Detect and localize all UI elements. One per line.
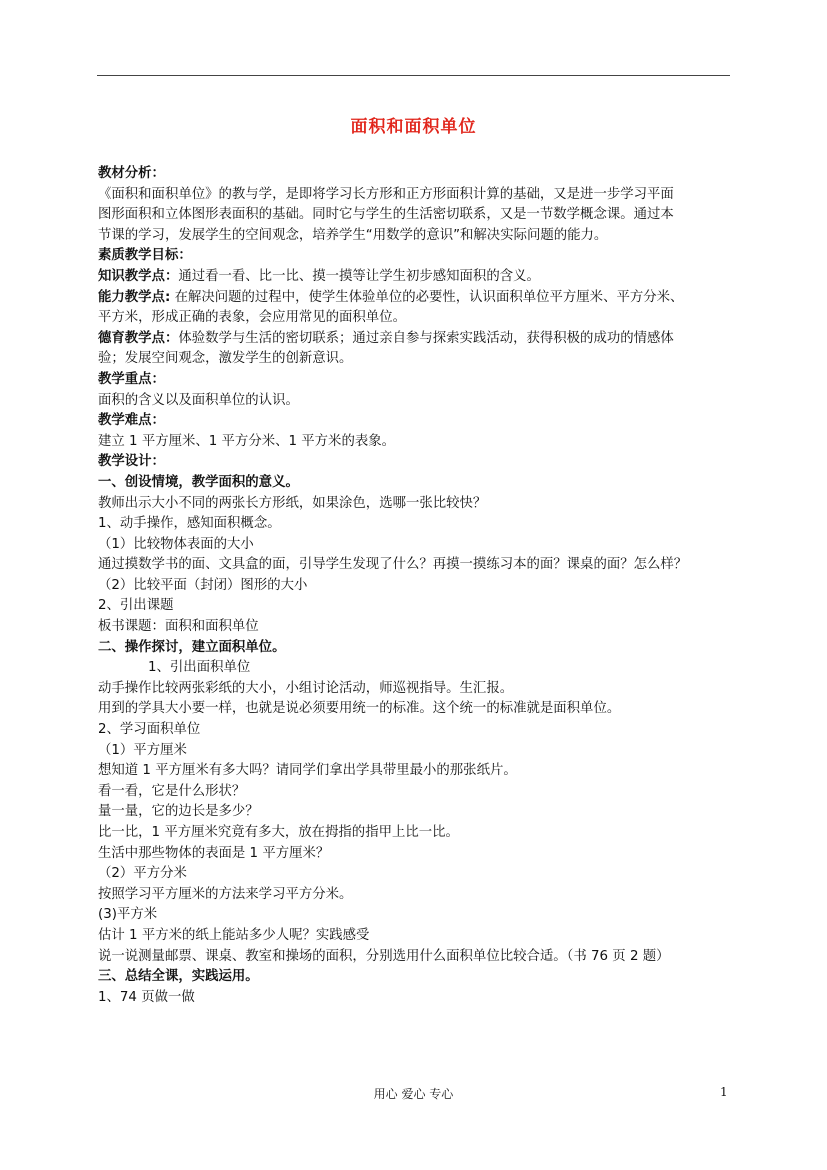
ability-text: 在解决问题的过程中，使学生体验单位的必要性，认识面积单位平方厘米、平方分米、	[170, 289, 684, 305]
paragraph-line: 教师出示大小不同的两张长方形纸，如果涂色，选哪一张比较快？	[98, 495, 487, 511]
paragraph-line: 1、74 页做一做	[98, 989, 195, 1005]
paragraph-line: 《面积和面积单位》的教与学，是即将学习长方形和正方形面积计算的基础，又是进一步学习平面	[98, 186, 674, 202]
part3-heading: 三、总结全课，实践运用。	[98, 969, 259, 985]
design-heading: 教学设计：	[98, 454, 165, 470]
analysis-heading: 教材分析：	[98, 166, 165, 181]
key-heading: 教学重点：	[98, 371, 165, 387]
paragraph-line: 1、动手操作，感知面积概念。	[98, 516, 281, 532]
paragraph-line: （1）比较物体表面的大小	[98, 536, 254, 552]
paragraph-line: 说一说测量邮票、课桌、教室和操场的面积，分别选用什么面积单位比较合适。（书 76 页 2 题）	[98, 948, 670, 964]
paragraph-line: 通过摸数学书的面、文具盒的面，引导学生发现了什么？再摸一摸练习本的面？课桌的面？怎么样？	[98, 557, 688, 573]
paragraph-line: （2）比较平面（封闭）图形的大小	[98, 577, 308, 593]
moral-line	[98, 329, 732, 350]
knowledge-label: 知识教学点：	[98, 268, 179, 284]
part2-heading: 二、操作探讨，建立面积单位。	[98, 639, 286, 655]
key-text: 面积的含义以及面积单位的认识。	[98, 392, 299, 408]
header-rule	[97, 75, 730, 76]
difficult-text: 建立 1 平方厘米、1 平方分米、1 平方米的表象。	[98, 433, 396, 449]
paragraph-line: 2、学习面积单位	[98, 722, 201, 738]
paragraph-line: 2、引出课题	[98, 598, 174, 614]
paragraph-line: （1）平方厘米	[98, 742, 187, 758]
paragraph-line: 图形面积和立体图形表面积的基础。同时它与学生的生活密切联系，又是一节数学概念课。通过本	[98, 207, 674, 223]
page-number: 1	[720, 1085, 728, 1099]
paragraph-line: 想知道 1 平方厘米有多大吗？请同学们拿出学具带里最小的那张纸片。	[98, 763, 517, 779]
document-body	[98, 164, 732, 1008]
goals-heading: 素质教学目标：	[98, 248, 192, 264]
paragraph-line: 比一比，1 平方厘米究竟有多大，放在拇指的指甲上比一比。	[98, 825, 459, 840]
moral-label: 德育教学点：	[98, 330, 179, 346]
paragraph-line: 动手操作比较两张彩纸的大小，小组讨论活动，师巡视指导。生汇报。	[98, 680, 514, 696]
paragraph-line: 按照学习平方厘米的方法来学习平方分米。	[98, 886, 353, 902]
paragraph-line: 估计 1 平方米的纸上能站多少人呢？实践感受	[98, 927, 370, 943]
ability-label: 能力教学点:	[98, 289, 171, 305]
paragraph-line: 看一看，它是什么形状？	[98, 783, 246, 799]
paragraph-line: 用到的学具大小要一样，也就是说必须要用统一的标准。这个统一的标准就是面积单位。	[98, 701, 621, 717]
paragraph-line: 平方米，形成正确的表象，会应用常见的面积单位。	[98, 310, 406, 326]
paragraph-line: 板书课题：面积和面积单位	[98, 619, 259, 635]
page-footer: 用心 爱心 专心	[373, 1087, 454, 1101]
paragraph-line: 验；发展空间观念，激发学生的创新意识。	[98, 351, 353, 367]
paragraph-line: (3)平方米	[98, 907, 158, 923]
part1-heading: 一、创设情境，教学面积的意义。	[98, 474, 299, 490]
paragraph-line: 量一量，它的边长是多少？	[98, 804, 259, 820]
paragraph-line: 生活中那些物体的表面是 1 平方厘米？	[98, 845, 330, 861]
knowledge-text: 通过看一看、比一比、摸一摸等让学生初步感知面积的含义。	[178, 268, 540, 284]
paragraph-line: 1、引出面积单位	[148, 660, 251, 676]
difficult-heading: 教学难点：	[98, 413, 165, 429]
paragraph-line: （2）平方分米	[98, 866, 187, 882]
moral-text: 体验数学与生活的密切联系；通过亲自参与探索实践活动，获得积极的成功的情感体	[178, 330, 674, 346]
knowledge-line	[98, 267, 732, 288]
paragraph-line: 节课的学习，发展学生的空间观念，培养学生“用数学的意识”和解决实际问题的能力。	[98, 227, 608, 243]
document-title: 面积和面积单位	[350, 117, 477, 137]
ability-line	[98, 288, 732, 309]
